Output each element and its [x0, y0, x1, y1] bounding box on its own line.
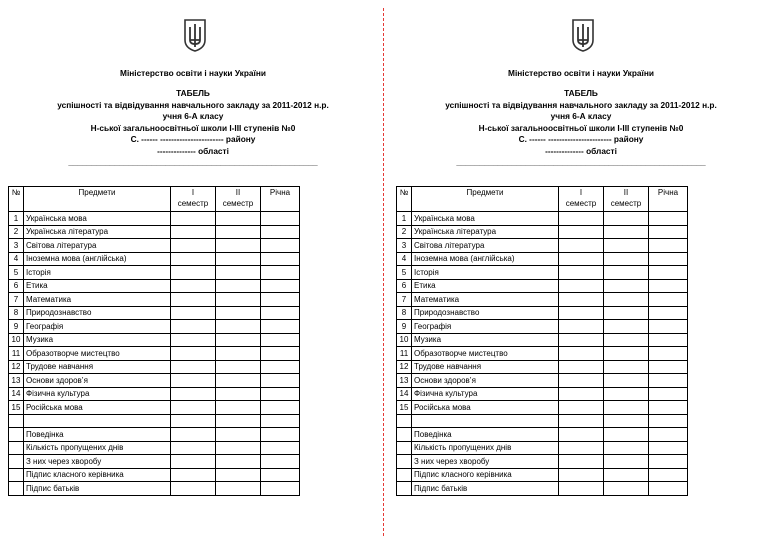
table-row [397, 306, 688, 320]
row-number [397, 468, 412, 482]
sem1-grade-cell [171, 293, 216, 307]
annual-grade-cell [261, 252, 300, 266]
annual-grade-cell [649, 225, 688, 239]
sem2-grade-cell [216, 333, 261, 347]
row-number: 5 [9, 266, 24, 280]
blank-cell [397, 414, 412, 428]
sem2-grade-cell [604, 482, 649, 496]
sem1-grade-cell [559, 293, 604, 307]
row-number: 1 [397, 212, 412, 226]
sem1-grade-cell [559, 252, 604, 266]
sem2-grade-cell [604, 212, 649, 226]
sem2-grade-cell [604, 320, 649, 334]
sem2-numeral: II [235, 188, 241, 197]
subject-name: Музика [24, 333, 171, 347]
table-row [9, 293, 300, 307]
table-row [9, 482, 300, 496]
subject-name: Математика [412, 293, 559, 307]
sem2-grade-cell [604, 374, 649, 388]
row-number: 9 [9, 320, 24, 334]
row-label: Поведінка [24, 428, 171, 442]
sem2-grade-cell [604, 306, 649, 320]
sem2-grade-cell [216, 252, 261, 266]
sem1-grade-cell [171, 212, 216, 226]
table-row [397, 225, 688, 239]
page-divider [383, 8, 384, 536]
col-number-header: № [9, 187, 24, 212]
table-row [9, 306, 300, 320]
table-row [397, 360, 688, 374]
row-number: 11 [9, 347, 24, 361]
row-number: 4 [397, 252, 412, 266]
row-number [397, 482, 412, 496]
subject-name: Основи здоров’я [412, 374, 559, 388]
blank-cell [604, 414, 649, 428]
row-label: Підпис класного керівника [24, 468, 171, 482]
row-number: 15 [397, 401, 412, 415]
sem2-grade-cell [216, 455, 261, 469]
row-number: 12 [9, 360, 24, 374]
sem2-grade-cell [216, 279, 261, 293]
sem1-grade-cell [171, 441, 216, 455]
table-row [9, 428, 300, 442]
sem1-grade-cell [171, 347, 216, 361]
sem1-grade-cell [559, 428, 604, 442]
sem2-grade-cell [604, 279, 649, 293]
sem1-grade-cell [171, 428, 216, 442]
annual-grade-cell [261, 212, 300, 226]
sem1-grade-cell [559, 374, 604, 388]
sem1-grade-cell [559, 212, 604, 226]
report-title: ТАБЕЛЬ [564, 88, 598, 98]
table-row [397, 320, 688, 334]
row-label: Підпис батьків [412, 482, 559, 496]
sem2-grade-cell [604, 387, 649, 401]
sem2-numeral: II [623, 188, 629, 197]
sem2-grade-cell [216, 468, 261, 482]
blank-cell [559, 414, 604, 428]
subject-name: Географія [412, 320, 559, 334]
col-number-header: № [397, 187, 412, 212]
sem1-grade-cell [171, 266, 216, 280]
subject-name: Основи здоров’я [24, 374, 171, 388]
annual-grade-cell [261, 293, 300, 307]
sem2-grade-cell [216, 387, 261, 401]
row-number: 9 [397, 320, 412, 334]
row-label: Кількість пропущених днів [24, 441, 171, 455]
row-label: Поведінка [412, 428, 559, 442]
sem2-grade-cell [216, 225, 261, 239]
subject-name: Історія [24, 266, 171, 280]
sem2-grade-cell [604, 347, 649, 361]
table-row [9, 360, 300, 374]
sem2-grade-cell [604, 468, 649, 482]
blank-row [397, 414, 688, 428]
sem1-grade-cell [171, 482, 216, 496]
sem1-grade-cell [171, 320, 216, 334]
row-label: Підпис батьків [24, 482, 171, 496]
sem1-grade-cell [559, 468, 604, 482]
row-number: 3 [9, 239, 24, 253]
ministry-title: Міністерство освіти і науки України [120, 68, 266, 78]
annual-grade-cell [261, 441, 300, 455]
table-row [397, 441, 688, 455]
subject-name: Іноземна мова (англійська) [24, 252, 171, 266]
annual-grade-cell [649, 374, 688, 388]
subject-name: Образотворче мистецтво [24, 347, 171, 361]
header-block [8, 88, 378, 169]
row-number: 13 [9, 374, 24, 388]
sem1-grade-cell [559, 306, 604, 320]
annual-grade-cell [261, 387, 300, 401]
report-card-left [8, 0, 378, 544]
sem1-grade-cell [171, 306, 216, 320]
annual-grade-cell [261, 428, 300, 442]
sem2-grade-cell [216, 482, 261, 496]
sem2-grade-cell [604, 441, 649, 455]
annual-grade-cell [649, 266, 688, 280]
subject-name: Етика [24, 279, 171, 293]
annual-grade-cell [261, 266, 300, 280]
annual-grade-cell [261, 320, 300, 334]
report-subtitle: успішності та відвідування навчального закладу за 2011-2012 н.р. [57, 99, 329, 110]
subject-name: Трудове навчання [412, 360, 559, 374]
annual-grade-cell [649, 252, 688, 266]
annual-grade-cell [649, 401, 688, 415]
sem2-grade-cell [216, 441, 261, 455]
sem1-label: семестр [177, 199, 209, 208]
header-block [396, 88, 766, 169]
subject-name: Світова література [24, 239, 171, 253]
sem2-grade-cell [216, 374, 261, 388]
col-sem2-header [604, 187, 649, 212]
subject-name: Іноземна мова (англійська) [412, 252, 559, 266]
row-number: 10 [9, 333, 24, 347]
row-number [9, 468, 24, 482]
table-row [9, 266, 300, 280]
annual-grade-cell [649, 320, 688, 334]
row-number: 11 [397, 347, 412, 361]
sem1-grade-cell [171, 252, 216, 266]
row-number: 8 [9, 306, 24, 320]
sem1-grade-cell [559, 360, 604, 374]
row-number: 6 [397, 279, 412, 293]
subject-name: Українська література [24, 225, 171, 239]
row-number: 12 [397, 360, 412, 374]
sem1-grade-cell [171, 401, 216, 415]
row-label: З них через хворобу [412, 455, 559, 469]
annual-grade-cell [649, 360, 688, 374]
pupil-class: учня 6-А класу [162, 111, 224, 121]
sem1-grade-cell [171, 225, 216, 239]
annual-grade-cell [649, 441, 688, 455]
school-name: Н-ської загальноосвітньої школи І-ІІІ ступенів №0 [478, 122, 684, 133]
table-row [9, 455, 300, 469]
annual-grade-cell [649, 333, 688, 347]
sem2-grade-cell [604, 401, 649, 415]
coat-of-arms-icon [571, 18, 595, 52]
annual-grade-cell [649, 279, 688, 293]
row-number: 15 [9, 401, 24, 415]
sem2-grade-cell [604, 333, 649, 347]
annual-grade-cell [649, 239, 688, 253]
col-annual-header: Річна [649, 187, 688, 212]
table-row [397, 428, 688, 442]
row-label: З них через хворобу [24, 455, 171, 469]
annual-grade-cell [649, 212, 688, 226]
annual-grade-cell [649, 428, 688, 442]
table-row [397, 212, 688, 226]
sem2-grade-cell [604, 360, 649, 374]
sem1-numeral: I [191, 188, 195, 197]
table-row [397, 387, 688, 401]
subject-name: Російська мова [412, 401, 559, 415]
table-row [397, 482, 688, 496]
sem2-grade-cell [216, 293, 261, 307]
sem1-grade-cell [559, 441, 604, 455]
annual-grade-cell [261, 374, 300, 388]
row-number [397, 441, 412, 455]
table-row [9, 320, 300, 334]
row-number: 8 [397, 306, 412, 320]
row-number: 1 [9, 212, 24, 226]
row-number [9, 455, 24, 469]
row-label: Кількість пропущених днів [412, 441, 559, 455]
subject-name: Історія [412, 266, 559, 280]
sem1-grade-cell [559, 455, 604, 469]
subject-name: Українська література [412, 225, 559, 239]
sem1-grade-cell [559, 387, 604, 401]
table-row [397, 279, 688, 293]
sem2-grade-cell [604, 293, 649, 307]
subject-name: Географія [24, 320, 171, 334]
sem1-grade-cell [171, 279, 216, 293]
row-number [397, 455, 412, 469]
table-row [397, 468, 688, 482]
col-sem2-header [216, 187, 261, 212]
col-sem1-header [171, 187, 216, 212]
sem2-label: семестр [610, 199, 642, 208]
table-row [397, 374, 688, 388]
report-card-right [396, 0, 766, 544]
table-header-row [9, 187, 300, 212]
sem2-grade-cell [216, 306, 261, 320]
row-number: 10 [397, 333, 412, 347]
row-number: 14 [397, 387, 412, 401]
table-row [397, 252, 688, 266]
sem2-grade-cell [216, 428, 261, 442]
row-number: 4 [9, 252, 24, 266]
sem2-grade-cell [216, 360, 261, 374]
table-row [397, 239, 688, 253]
pupil-class: учня 6-А класу [550, 111, 612, 121]
annual-grade-cell [261, 468, 300, 482]
annual-grade-cell [261, 360, 300, 374]
annual-grade-cell [649, 468, 688, 482]
annual-grade-cell [261, 225, 300, 239]
report-title: ТАБЕЛЬ [176, 88, 210, 98]
blank-cell [649, 414, 688, 428]
sem1-grade-cell [171, 468, 216, 482]
subject-name: Світова література [412, 239, 559, 253]
table-row [397, 347, 688, 361]
blank-cell [171, 414, 216, 428]
sem2-grade-cell [604, 225, 649, 239]
subject-name: Природознавство [412, 306, 559, 320]
annual-grade-cell [649, 306, 688, 320]
table-row [397, 293, 688, 307]
sem1-grade-cell [559, 333, 604, 347]
annual-grade-cell [649, 387, 688, 401]
row-number: 3 [397, 239, 412, 253]
subject-name: Фізична культура [24, 387, 171, 401]
coat-of-arms-icon [183, 18, 207, 52]
sem2-grade-cell [604, 455, 649, 469]
annual-grade-cell [261, 347, 300, 361]
row-number: 5 [397, 266, 412, 280]
subject-name: Російська мова [24, 401, 171, 415]
blank-cell [261, 414, 300, 428]
sem2-grade-cell [216, 212, 261, 226]
subject-name: Природознавство [24, 306, 171, 320]
table-row [397, 401, 688, 415]
annual-grade-cell [261, 239, 300, 253]
sem2-grade-cell [216, 347, 261, 361]
sem1-grade-cell [171, 360, 216, 374]
annual-grade-cell [649, 347, 688, 361]
subject-name: Образотворче мистецтво [412, 347, 559, 361]
annual-grade-cell [649, 455, 688, 469]
row-number: 7 [9, 293, 24, 307]
district-line: С. ------ ----------------------- району [518, 134, 644, 144]
row-number: 13 [397, 374, 412, 388]
table-row [9, 212, 300, 226]
row-number [397, 428, 412, 442]
sem1-grade-cell [171, 333, 216, 347]
school-name: Н-ської загальноосвітньої школи І-ІІІ ступенів №0 [90, 122, 296, 133]
annual-grade-cell [649, 482, 688, 496]
sem2-grade-cell [216, 239, 261, 253]
subject-name: Українська мова [412, 212, 559, 226]
table-row [9, 441, 300, 455]
blank-cell [24, 414, 171, 428]
sem2-grade-cell [216, 401, 261, 415]
sem2-grade-cell [216, 320, 261, 334]
annual-grade-cell [261, 333, 300, 347]
sem1-grade-cell [559, 239, 604, 253]
row-number: 14 [9, 387, 24, 401]
sem2-grade-cell [216, 266, 261, 280]
subject-name: Фізична культура [412, 387, 559, 401]
table-row [397, 333, 688, 347]
table-row [9, 333, 300, 347]
blank-cell [216, 414, 261, 428]
underline: ______________________________________________________ [68, 157, 318, 167]
district-line: С. ------ ----------------------- району [130, 134, 256, 144]
region-line: -------------- області [157, 145, 229, 156]
sem2-grade-cell [604, 428, 649, 442]
subject-name: Математика [24, 293, 171, 307]
sem1-grade-cell [171, 455, 216, 469]
sem2-grade-cell [604, 252, 649, 266]
annual-grade-cell [261, 482, 300, 496]
table-row [9, 279, 300, 293]
underline: ______________________________________________________ [456, 157, 706, 167]
region-line: -------------- області [545, 145, 617, 156]
sem1-grade-cell [559, 482, 604, 496]
table-row [397, 266, 688, 280]
sem1-label: семестр [565, 199, 597, 208]
row-number [9, 482, 24, 496]
table-row [9, 374, 300, 388]
table-row [9, 239, 300, 253]
sem2-label: семестр [222, 199, 254, 208]
col-annual-header: Річна [261, 187, 300, 212]
col-sem1-header [559, 187, 604, 212]
table-row [9, 387, 300, 401]
annual-grade-cell [261, 401, 300, 415]
sem1-grade-cell [559, 401, 604, 415]
sem2-grade-cell [604, 266, 649, 280]
table-row [9, 252, 300, 266]
row-number [9, 428, 24, 442]
annual-grade-cell [261, 306, 300, 320]
blank-cell [412, 414, 559, 428]
sem2-grade-cell [604, 239, 649, 253]
annual-grade-cell [649, 293, 688, 307]
table-header-row [397, 187, 688, 212]
subject-name: Етика [412, 279, 559, 293]
row-number: 2 [9, 225, 24, 239]
row-number: 7 [397, 293, 412, 307]
report-subtitle: успішності та відвідування навчального закладу за 2011-2012 н.р. [445, 99, 717, 110]
grades-table [8, 186, 300, 496]
blank-cell [9, 414, 24, 428]
table-row [9, 468, 300, 482]
table-row [9, 347, 300, 361]
ministry-title: Міністерство освіти і науки України [508, 68, 654, 78]
annual-grade-cell [261, 279, 300, 293]
annual-grade-cell [261, 455, 300, 469]
subject-name: Трудове навчання [24, 360, 171, 374]
subject-name: Музика [412, 333, 559, 347]
row-label: Підпис класного керівника [412, 468, 559, 482]
sem1-grade-cell [559, 320, 604, 334]
col-subjects-header: Предмети [24, 187, 171, 212]
col-subjects-header: Предмети [412, 187, 559, 212]
sem1-grade-cell [559, 347, 604, 361]
table-row [9, 225, 300, 239]
sem1-numeral: I [579, 188, 583, 197]
table-row [397, 455, 688, 469]
grades-table [396, 186, 688, 496]
sem1-grade-cell [171, 239, 216, 253]
subject-name: Українська мова [24, 212, 171, 226]
blank-row [9, 414, 300, 428]
sem1-grade-cell [559, 279, 604, 293]
table-row [9, 401, 300, 415]
row-number: 6 [9, 279, 24, 293]
row-number [9, 441, 24, 455]
sem1-grade-cell [559, 266, 604, 280]
sem1-grade-cell [559, 225, 604, 239]
row-number: 2 [397, 225, 412, 239]
sem1-grade-cell [171, 374, 216, 388]
sem1-grade-cell [171, 387, 216, 401]
